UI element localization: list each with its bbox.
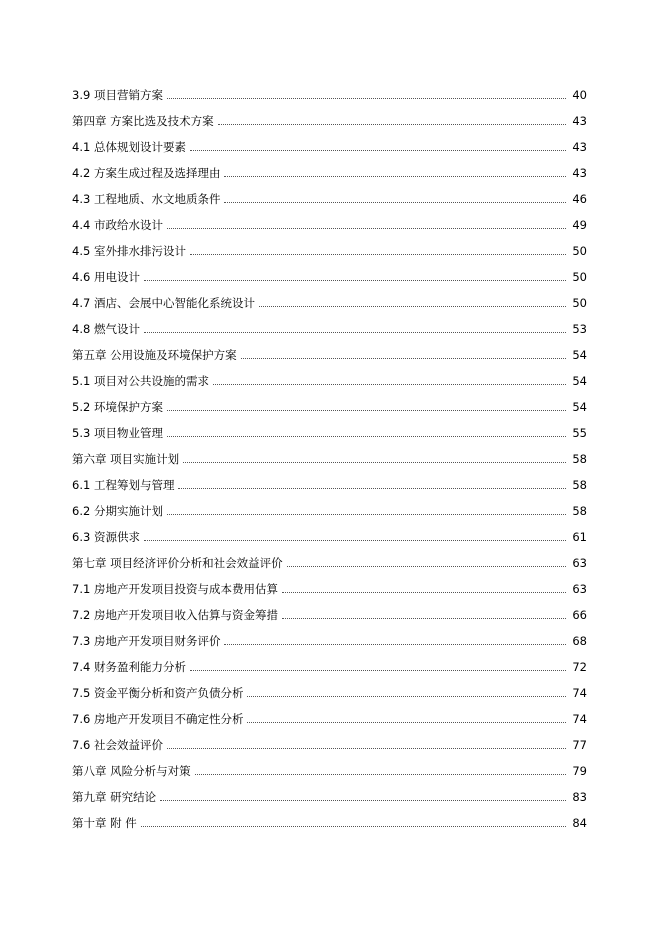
toc-dot-leader <box>247 696 566 697</box>
toc-entry-page-number: 55 <box>572 426 587 440</box>
toc-entry-title: 4.6 用电设计 <box>72 270 140 284</box>
toc-entry[interactable] <box>72 180 587 206</box>
toc-dot-leader <box>213 384 566 385</box>
toc-entry-page-number: 43 <box>572 114 587 128</box>
toc-entry-page-number: 63 <box>572 556 587 570</box>
toc-entry[interactable] <box>72 440 587 466</box>
toc-dot-leader <box>218 124 567 125</box>
toc-entry[interactable] <box>72 102 587 128</box>
toc-dot-leader <box>282 618 566 619</box>
toc-dot-leader <box>144 540 566 541</box>
toc-entry[interactable] <box>72 648 587 674</box>
toc-dot-leader <box>224 176 566 177</box>
toc-entry-title: 3.9 项目营销方案 <box>72 88 163 102</box>
toc-entry[interactable] <box>72 674 587 700</box>
toc-dot-leader <box>190 150 566 151</box>
toc-entry-title: 4.8 燃气设计 <box>72 322 140 336</box>
toc-entry-page-number: 53 <box>572 322 587 336</box>
toc-entry-page-number: 79 <box>572 764 587 778</box>
toc-entry-page-number: 61 <box>572 530 587 544</box>
toc-entry-page-number: 74 <box>572 686 587 700</box>
toc-entry[interactable] <box>72 622 587 648</box>
toc-entry[interactable] <box>72 154 587 180</box>
toc-entry[interactable] <box>72 232 587 258</box>
toc-entry-page-number: 46 <box>572 192 587 206</box>
toc-entry-page-number: 63 <box>572 582 587 596</box>
toc-entry-title: 7.2 房地产开发项目收入估算与资金筹措 <box>72 608 278 622</box>
toc-entry-page-number: 50 <box>572 270 587 284</box>
toc-entry[interactable] <box>72 726 587 752</box>
toc-dot-leader <box>167 410 566 411</box>
toc-dot-leader <box>224 644 566 645</box>
toc-entry-title: 4.5 室外排水排污设计 <box>72 244 186 258</box>
toc-entry-title: 5.1 项目对公共设施的需求 <box>72 374 209 388</box>
toc-dot-leader <box>247 722 566 723</box>
toc-entry-page-number: 68 <box>572 634 587 648</box>
toc-dot-leader <box>287 566 567 567</box>
toc-entry-title: 5.2 环境保护方案 <box>72 400 163 414</box>
toc-dot-leader <box>167 436 566 437</box>
toc-entry[interactable] <box>72 284 587 310</box>
toc-dot-leader <box>167 228 566 229</box>
toc-entry-page-number: 74 <box>572 712 587 726</box>
toc-dot-leader <box>259 306 566 307</box>
toc-entry-page-number: 49 <box>572 218 587 232</box>
toc-entry-title: 第十章 附 件 <box>72 816 137 830</box>
toc-entry-page-number: 83 <box>572 790 587 804</box>
toc-entry[interactable] <box>72 128 587 154</box>
toc-dot-leader <box>282 592 566 593</box>
toc-dot-leader <box>141 826 567 827</box>
toc-entry-title: 第四章 方案比选及技术方案 <box>72 114 214 128</box>
toc-entry[interactable] <box>72 310 587 336</box>
toc-entry-page-number: 54 <box>572 374 587 388</box>
toc-entry-page-number: 43 <box>572 166 587 180</box>
toc-entry-page-number: 54 <box>572 348 587 362</box>
toc-entry[interactable] <box>72 258 587 284</box>
toc-entry[interactable] <box>72 492 587 518</box>
toc-entry[interactable] <box>72 596 587 622</box>
toc-entry-page-number: 58 <box>572 504 587 518</box>
toc-entry-title: 5.3 项目物业管理 <box>72 426 163 440</box>
table-of-contents <box>72 76 587 830</box>
toc-entry-page-number: 58 <box>572 452 587 466</box>
toc-entry-title: 第八章 风险分析与对策 <box>72 764 191 778</box>
toc-dot-leader <box>224 202 566 203</box>
toc-entry-page-number: 77 <box>572 738 587 752</box>
toc-entry-page-number: 40 <box>572 88 587 102</box>
toc-entry-page-number: 72 <box>572 660 587 674</box>
toc-dot-leader <box>195 774 567 775</box>
toc-dot-leader <box>178 488 566 489</box>
toc-entry-title: 4.1 总体规划设计要素 <box>72 140 186 154</box>
toc-entry-title: 第七章 项目经济评价分析和社会效益评价 <box>72 556 283 570</box>
toc-entry-title: 4.7 酒店、会展中心智能化系统设计 <box>72 296 255 310</box>
toc-dot-leader <box>144 280 566 281</box>
toc-dot-leader <box>144 332 566 333</box>
toc-dot-leader <box>241 358 567 359</box>
toc-entry-page-number: 84 <box>572 816 587 830</box>
toc-entry-title: 第六章 项目实施计划 <box>72 452 180 466</box>
toc-entry[interactable] <box>72 700 587 726</box>
toc-entry-title: 4.3 工程地质、水文地质条件 <box>72 192 221 206</box>
toc-entry-title: 6.3 资源供求 <box>72 530 140 544</box>
toc-entry[interactable] <box>72 362 587 388</box>
toc-entry-title: 7.5 资金平衡分析和资产负债分析 <box>72 686 244 700</box>
toc-entry[interactable] <box>72 752 587 778</box>
toc-entry-title: 7.4 财务盈利能力分析 <box>72 660 186 674</box>
toc-entry[interactable] <box>72 778 587 804</box>
toc-entry[interactable] <box>72 388 587 414</box>
toc-entry[interactable] <box>72 206 587 232</box>
toc-entry-page-number: 50 <box>572 244 587 258</box>
toc-dot-leader <box>160 800 566 801</box>
toc-entry-page-number: 50 <box>572 296 587 310</box>
toc-dot-leader <box>167 514 566 515</box>
toc-entry[interactable] <box>72 544 587 570</box>
toc-entry-title: 7.6 社会效益评价 <box>72 738 163 752</box>
toc-entry-page-number: 54 <box>572 400 587 414</box>
toc-entry-title: 7.1 房地产开发项目投资与成本费用估算 <box>72 582 278 596</box>
toc-dot-leader <box>167 748 566 749</box>
toc-entry-title: 4.4 市政给水设计 <box>72 218 163 232</box>
toc-entry[interactable] <box>72 414 587 440</box>
toc-entry[interactable] <box>72 570 587 596</box>
toc-dot-leader <box>190 254 566 255</box>
toc-entry-title: 6.1 工程筹划与管理 <box>72 478 175 492</box>
toc-entry[interactable] <box>72 76 587 102</box>
toc-entry[interactable] <box>72 804 587 830</box>
toc-entry[interactable] <box>72 336 587 362</box>
toc-entry-title: 第九章 研究结论 <box>72 790 157 804</box>
toc-dot-leader <box>190 670 566 671</box>
toc-dot-leader <box>183 462 566 463</box>
toc-entry[interactable] <box>72 466 587 492</box>
toc-entry-title: 第五章 公用设施及环境保护方案 <box>72 348 237 362</box>
toc-entry-title: 4.2 方案生成过程及选择理由 <box>72 166 221 180</box>
toc-entry-title: 7.6 房地产开发项目不确定性分析 <box>72 712 244 726</box>
toc-entry-title: 7.3 房地产开发项目财务评价 <box>72 634 221 648</box>
toc-entry[interactable] <box>72 518 587 544</box>
toc-entry-page-number: 66 <box>572 608 587 622</box>
toc-entry-page-number: 43 <box>572 140 587 154</box>
toc-entry-title: 6.2 分期实施计划 <box>72 504 163 518</box>
toc-entry-page-number: 58 <box>572 478 587 492</box>
toc-dot-leader <box>167 98 566 99</box>
